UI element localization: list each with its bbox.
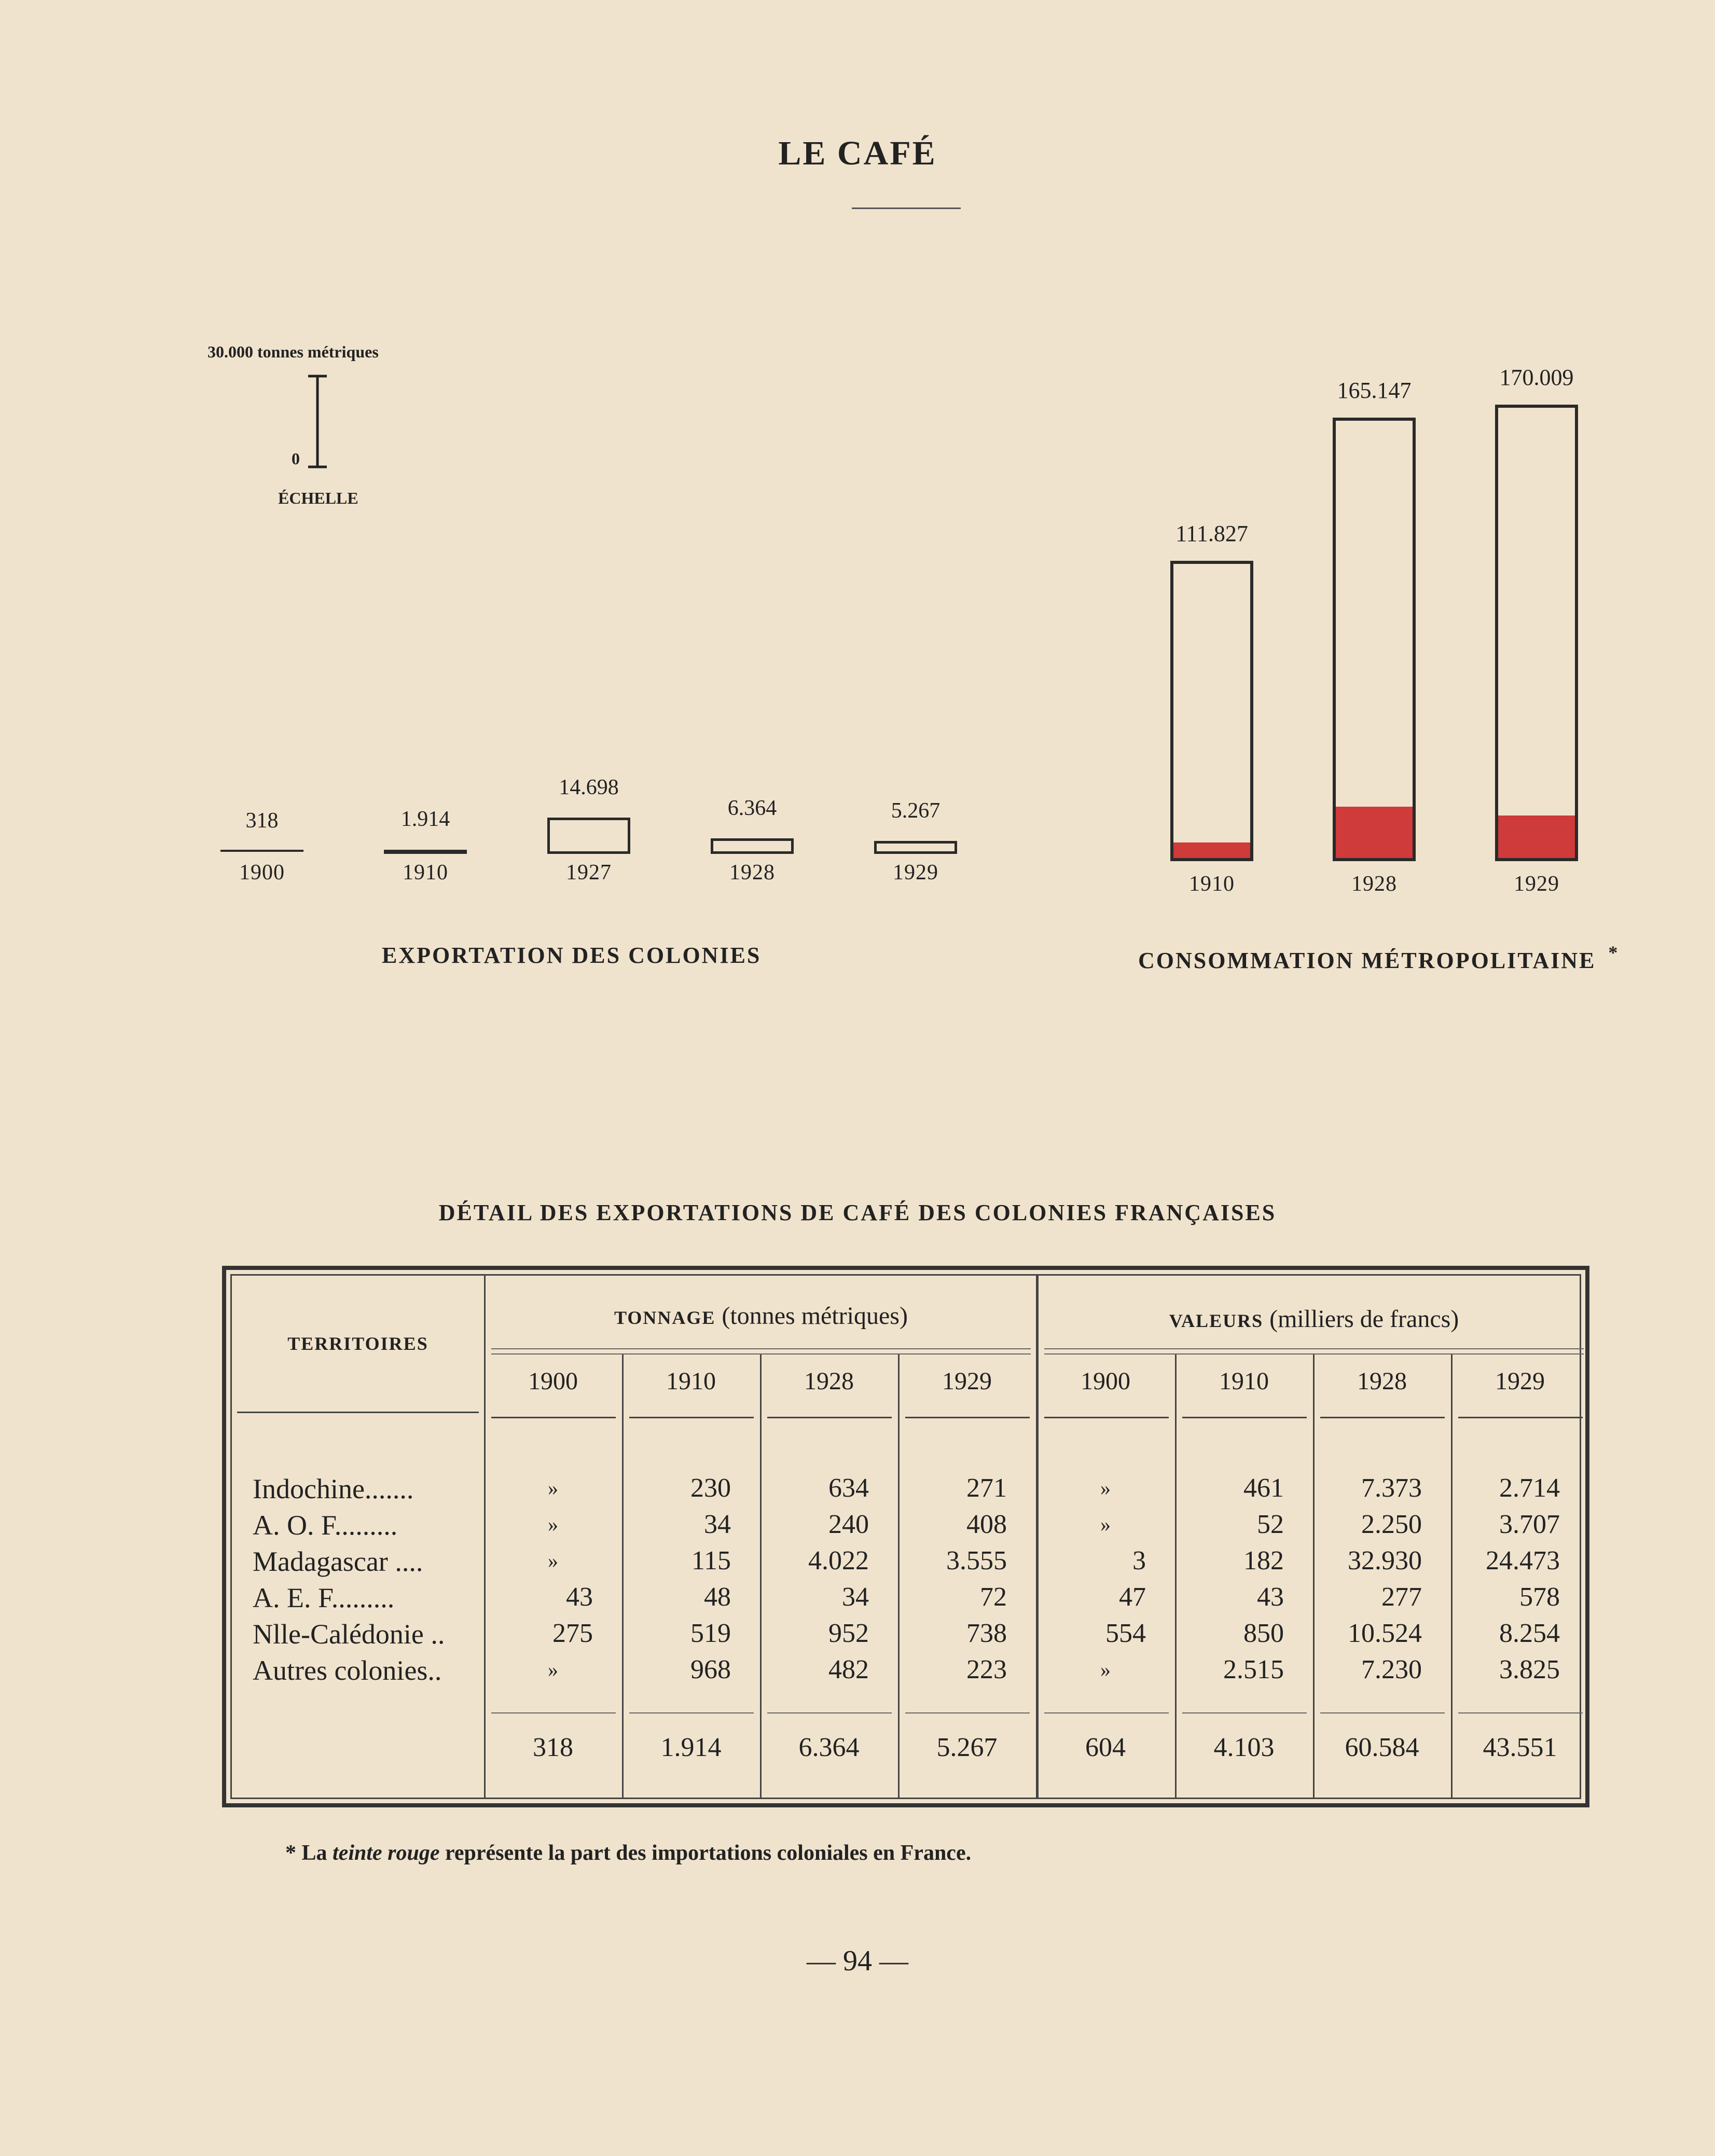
consumption-bar-colonial-share (1336, 807, 1413, 858)
export-bar (547, 818, 630, 854)
table-total-cell: 604 (1085, 1733, 1126, 1762)
table-hline (905, 1417, 1030, 1418)
territory-name: Madagascar .... (253, 1546, 423, 1577)
table-total-cell: 1.914 (660, 1733, 722, 1762)
table-vline (1175, 1355, 1177, 1798)
consumption-bar (1495, 405, 1578, 861)
table-cell: 2.714 (1499, 1473, 1560, 1503)
table-hline (1182, 1712, 1307, 1713)
table-heading: DÉTAIL DES EXPORTATIONS DE CAFÉ DES COLONIES FRANÇAISES (438, 1200, 1277, 1225)
consumption-year-label: 1929 (1514, 872, 1559, 896)
export-value-label: 318 (245, 809, 279, 833)
territory-name: A. O. F......... (253, 1510, 398, 1541)
table-cell: 223 (966, 1655, 1007, 1684)
table-hline (1044, 1417, 1169, 1418)
territory-name: Indochine....... (253, 1473, 414, 1504)
export-year-label: 1929 (893, 861, 938, 884)
table-cell: 968 (690, 1655, 731, 1684)
table-cell: 4.022 (808, 1546, 869, 1575)
table-cell: 72 (980, 1582, 1007, 1612)
consumption-value-label: 165.147 (1337, 378, 1412, 404)
table-cell: 48 (704, 1582, 731, 1612)
export-bar (220, 850, 303, 852)
table-cell: 850 (1243, 1619, 1284, 1648)
table-cell: » (1100, 1476, 1111, 1500)
table-cell: 634 (828, 1473, 869, 1503)
table-cell: 408 (966, 1510, 1007, 1539)
table-vline (622, 1355, 624, 1798)
table-total-cell: 6.364 (798, 1733, 860, 1762)
table-vline (1313, 1355, 1315, 1798)
year-header: 1900 (1081, 1367, 1130, 1395)
table-cell: 52 (1257, 1510, 1284, 1539)
table-hline (1320, 1712, 1445, 1713)
table-hline (237, 1412, 479, 1413)
year-header: 1929 (1495, 1367, 1545, 1395)
table-hline (1458, 1417, 1583, 1418)
export-value-label: 6.364 (727, 796, 777, 820)
footnote-suffix: représente la part des importations coloniales en France. (439, 1841, 972, 1865)
consumption-title-asterisk: * (1608, 942, 1620, 963)
year-header: 1910 (1219, 1367, 1269, 1395)
table-vline (1451, 1355, 1453, 1798)
consumption-year-label: 1910 (1189, 872, 1235, 896)
valeurs-header-rest: (milliers de francs) (1269, 1305, 1459, 1333)
consumption-bar (1333, 418, 1416, 861)
table-vline (1036, 1276, 1039, 1798)
table-total-cell: 5.267 (936, 1733, 998, 1762)
table-cell: 43 (566, 1582, 593, 1612)
table-cell: » (548, 1549, 558, 1572)
export-bar (711, 838, 794, 854)
consumption-chart (0, 0, 1, 1)
consumption-bar-colonial-share (1498, 816, 1575, 858)
table-cell: 7.230 (1361, 1655, 1422, 1684)
page-title: LE CAFÉ (778, 134, 937, 172)
table-cell: » (548, 1476, 558, 1500)
footnote-prefix: * La (285, 1841, 333, 1865)
table-hline (629, 1712, 754, 1713)
table-total-cell: 43.551 (1483, 1733, 1557, 1762)
page-number: — 94 — (807, 1945, 908, 1977)
table-cell: 24.473 (1486, 1546, 1560, 1575)
data-table-inner (230, 1274, 1581, 1799)
table-cell: 3 (1132, 1546, 1146, 1575)
table-hline (491, 1353, 1031, 1355)
table-hline (905, 1712, 1030, 1713)
table-cell: 3.555 (946, 1546, 1007, 1575)
export-value-label: 1.914 (400, 807, 450, 831)
table-cell: 2.250 (1361, 1510, 1422, 1539)
table-hline (767, 1712, 892, 1713)
table-cell: 7.373 (1361, 1473, 1422, 1503)
table-cell: 115 (691, 1546, 731, 1575)
footnote (285, 1841, 971, 1865)
table-cell: 275 (552, 1619, 593, 1648)
footnote-italic: teinte rouge (333, 1841, 440, 1865)
table-hline (1044, 1348, 1584, 1349)
table-vline (484, 1276, 486, 1798)
consumption-chart-title-text: CONSOMMATION MÉTROPOLITAINE (1138, 948, 1596, 973)
table-cell: 34 (842, 1582, 869, 1612)
table-cell: 8.254 (1499, 1619, 1560, 1648)
year-header: 1929 (942, 1367, 992, 1395)
table-cell: 230 (690, 1473, 731, 1503)
territory-name: A. E. F......... (253, 1582, 395, 1613)
title-rule (852, 208, 961, 209)
table-cell: 240 (828, 1510, 869, 1539)
table-cell: 10.524 (1348, 1619, 1422, 1648)
table-cell: 277 (1381, 1582, 1422, 1612)
table-cell: 554 (1105, 1619, 1146, 1648)
export-year-label: 1927 (566, 861, 612, 884)
consumption-year-label: 1928 (1351, 872, 1397, 896)
export-bar (384, 850, 467, 854)
table-cell: 738 (966, 1619, 1007, 1648)
table-vline (898, 1355, 900, 1798)
table-cell: » (1100, 1513, 1111, 1536)
valeurs-header-small: VALEURS (1169, 1310, 1264, 1331)
consumption-bar-colonial-share (1173, 842, 1250, 858)
export-value-label: 14.698 (559, 776, 619, 799)
table-hline (1044, 1353, 1584, 1355)
year-header: 1910 (666, 1367, 716, 1395)
scale-bar-icon (306, 374, 332, 472)
table-hline (629, 1417, 754, 1418)
scale-caption: ÉCHELLE (278, 489, 358, 507)
table-hline (1044, 1712, 1169, 1713)
scale-top-label: 30.000 tonnes métriques (208, 342, 379, 361)
year-header: 1928 (1357, 1367, 1407, 1395)
table-cell: 3.707 (1499, 1510, 1560, 1539)
table-hline (1182, 1417, 1307, 1418)
table-hline (767, 1417, 892, 1418)
table-hline (1320, 1417, 1445, 1418)
territory-name: Autres colonies.. (253, 1655, 442, 1686)
table-cell: 47 (1119, 1582, 1146, 1612)
table-cell: » (548, 1658, 558, 1681)
consumption-value-label: 111.827 (1175, 521, 1248, 547)
table-total-cell: 60.584 (1345, 1733, 1419, 1762)
consumption-value-label: 170.009 (1499, 365, 1574, 390)
export-year-label: 1910 (403, 861, 448, 884)
year-header: 1900 (528, 1367, 578, 1395)
table-total-cell: 4.103 (1213, 1733, 1275, 1762)
valeurs-header (1039, 1305, 1589, 1333)
territory-name: Nlle-Calédonie .. (253, 1619, 445, 1650)
table-cell: 271 (966, 1473, 1007, 1503)
consumption-chart-title (1138, 942, 1620, 974)
table-hline (491, 1348, 1031, 1349)
table-hline (491, 1417, 616, 1418)
table-cell: 2.515 (1223, 1655, 1284, 1684)
year-header: 1928 (804, 1367, 854, 1395)
table-cell: 952 (828, 1619, 869, 1648)
export-chart-title: EXPORTATION DES COLONIES (382, 943, 762, 968)
table-cell: 32.930 (1348, 1546, 1422, 1575)
territories-header: TERRITOIRES (287, 1333, 428, 1354)
export-year-label: 1928 (729, 861, 775, 884)
tonnage-header-small: TONNAGE (614, 1307, 716, 1328)
table-cell: 34 (704, 1510, 731, 1539)
table-cell: 461 (1243, 1473, 1284, 1503)
export-year-label: 1900 (239, 861, 285, 884)
table-hline (1458, 1712, 1583, 1713)
export-value-label: 5.267 (891, 798, 941, 823)
tonnage-header (486, 1302, 1036, 1330)
scale-zero-label: 0 (292, 449, 300, 468)
table-cell: » (1100, 1658, 1111, 1681)
tonnage-header-rest: (tonnes métriques) (722, 1302, 908, 1330)
consumption-bar (1170, 561, 1253, 861)
table-cell: 182 (1243, 1546, 1284, 1575)
table-cell: 482 (828, 1655, 869, 1684)
table-cell: 3.825 (1499, 1655, 1560, 1684)
export-bar (874, 841, 957, 854)
table-cell: 43 (1257, 1582, 1284, 1612)
table-cell: 578 (1519, 1582, 1560, 1612)
table-total-cell: 318 (533, 1733, 573, 1762)
table-vline (760, 1355, 762, 1798)
table-cell: 519 (690, 1619, 731, 1648)
data-table (222, 1266, 1589, 1807)
table-hline (491, 1712, 616, 1713)
table-cell: » (548, 1513, 558, 1536)
